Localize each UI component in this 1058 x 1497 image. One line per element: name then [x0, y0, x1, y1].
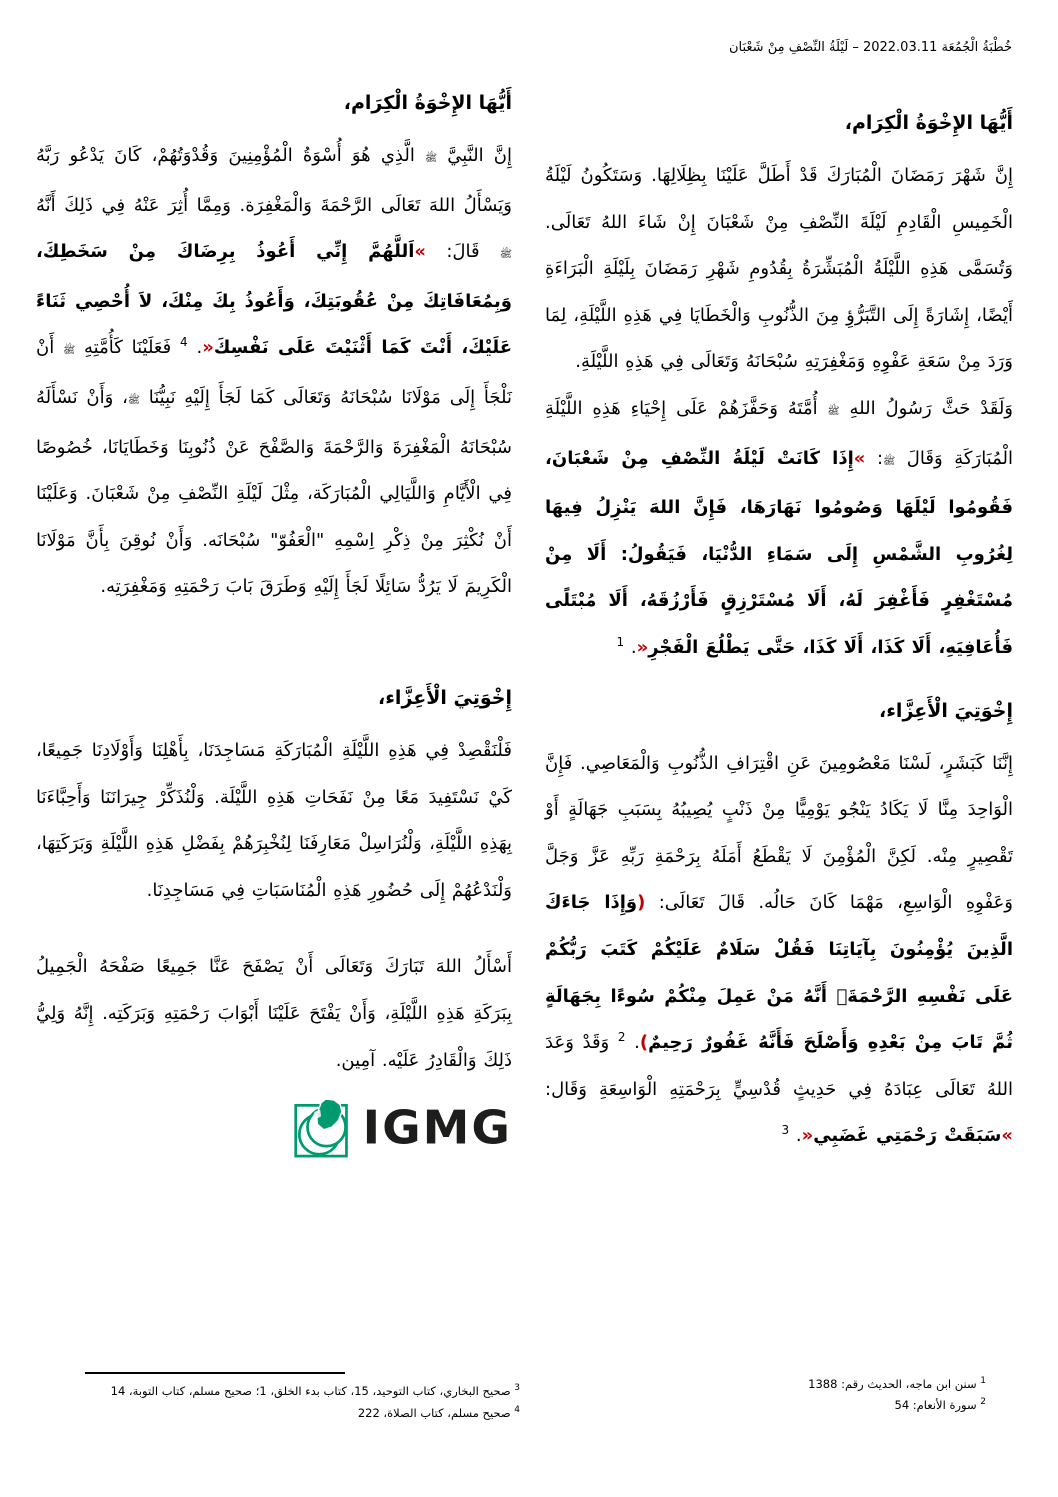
- quote-mark: »: [1001, 1125, 1013, 1147]
- text-segment: إِذَا كَانَتْ لَيْلَةُ النِّصْفِ مِنْ شَعْبَانَ، فَقُومُوا لَيْلَهَا وَصُومُوا نَهَارَهَا، فَإِنَّ اللهَ يَنْزِلُ فِيهَا لِغُرُوبِ الشَّمْسِ إِلَى سَمَاءِ الدُّنْيَا، فَيَقُولُ: أَلَا مِنْ مُسْتَغْفِرٍ فَأَغْفِرَ لَهُ، أَلَا مُسْتَرْزِقٍ فَأَرْزُقَهُ، أَلَا مُبْتَلًى فَأُعَافِيَهِ، أَلَا كَذَا، أَلَا كَذَا، حَتَّى يَطْلُعَ الْفَجْرِ: [545, 447, 1013, 658]
- text-segment: إِنَّ شَهْرَ رَمَضَانَ الْمُبَارَكَ قَدْ أَطَلَّ عَلَيْنَا بِظِلَالِهَا. وَسَتَكُونُ لَيْلَةُ الْخَمِيسِ الْقَادِمِ لَيْلَةَ النِّصْفِ مِنْ شَعْبَانَ إِنْ شَاءَ اللهُ تَعَالَى. وَتُسَمَّى هَذِهِ اللَّيْلَةُ الْمُبَشِّرَةُ بِقُدُومِ شَهْرِ رَمَضَانَ بِلَيْلَةِ الْبَرَاءَةِ أَيْضًا، إِشَارَةً إِلَى التَّبَرُّؤِ مِنَ الذُّنُوبِ وَالْخَطَايَا فِي هَذِهِ اللَّيْلَةِ، لِمَا وَرَدَ مِنْ سَعَةِ عَفْوِهِ وَمَغْفِرَتِهِ سُبْحَانَهُ وَتَعَالَى فِي هَذِهِ اللَّيْلَةِ.: [545, 165, 1013, 373]
- quote-mark: »: [414, 241, 427, 263]
- text-segment: وَإِذَا جَاءَكَ الَّذِينَ يُؤْمِنُونَ بِآيَاتِنَا فَقُلْ سَلَامٌ عَلَيْكُمْ كَتَبَ رَبُّكُمْ عَلَى نَفْسِهِ الرَّحْمَةَۚ أَنَّهُ مَنْ عَمِلَ مِنْكُمْ سُوءًا بِجَهَالَةٍ ثُمَّ تَابَ مِنْ بَعْدِهِ وَأَصْلَحَ فَأَنَّهُ غَفُورٌ رَحِيمٌ: [545, 892, 1013, 1054]
- footnote-text: صحيح مسلم، كتاب الصلاة، 222: [357, 1406, 515, 1420]
- footnote-reference: 3: [781, 1123, 790, 1138]
- paragraph: [36, 728, 512, 914]
- footnote-text: صحيح البخاري، كتاب التوحيد، 15، كتاب بدء الخلق، 1؛ صحيح مسلم، كتاب التوبة، 14: [110, 1384, 515, 1398]
- text-segment: سَبَقَتْ رَحْمَتِي غَضَبِي: [813, 1125, 1002, 1147]
- quote-mark: (: [637, 892, 646, 914]
- paragraph-with-dua-quote: [36, 133, 512, 611]
- text-segment: :: [865, 447, 884, 469]
- text-segment: ﷺ: [425, 153, 438, 164]
- crescent-europe-icon: [293, 1097, 351, 1159]
- quote-mark: «: [801, 1125, 814, 1147]
- text-segment: ﷺ: [827, 405, 840, 417]
- text-segment: أَسْأَلُ اللهَ تَبَارَكَ وَتَعَالَى أَنْ يَصْفَحَ عَنَّا جَمِيعًا صَفْحَهُ الْجَمِيلُ بِبَرَكَةِ هَذِهِ اللَّيْلَةِ، وَأَنْ يَفْتَحَ عَلَيْنَا أَبْوَابَ رَحْمَتِهِ وَبَرَكَتِه. إِنَّهُ وَلِيُّ ذَلِكَ وَالْقَادِرُ عَلَيْه. آمِين.: [36, 956, 512, 1071]
- footnote: [545, 1374, 986, 1395]
- text-segment: اَللَّهُمَّ إِنِّي أَعُوذُ بِرِضَاكَ مِنْ سَخَطِكَ، وَبِمُعَافَاتِكَ مِنْ عُقُوبَتِكَ، وَأَعُوذُ بِكَ مِنْكَ، لاَ أُحْصِي ثَنَاءً عَلَيْكَ، أَنْتَ كَمَا أَثْنَيْتَ عَلَى نَفْسِكَ: [36, 241, 512, 359]
- quote-mark: »: [853, 447, 866, 469]
- paragraph: [545, 153, 1013, 386]
- footnote: [545, 1395, 986, 1416]
- footnote-reference: 1: [616, 634, 625, 649]
- text-segment: .: [187, 337, 203, 359]
- paragraph-with-quran-quote: [545, 741, 1013, 1160]
- text-segment: ، وَأَنْ نَسْأَلَهُ سُبْحَانَهُ الْمَغْفِرَةَ وَالرَّحْمَةَ وَالصَّفْحَ عَنْ ذُنُوبِنَا وَخَطَايَانَا، خُصُوصًا فِي الْأَيَّامِ وَاللَّيَالِي الْمُبَارَكَة، مِثْلَ لَيْلَةِ النِّصْفِ مِنْ شَعْبَانَ. وَعَلَيْنَا أَنْ نُكْثِرَ مِنْ ذِكْرِ اِسْمِهِ "الْعَفُوّ" سُبْحَانَه. وَأَنْ نُوقِنَ بِأَنَّ مَوْلَانَا الْكَرِيمَ لَا يَرُدُّ سَائِلًا لَجَأَ إِلَيْهِ وَطَرَقَ بَابَ رَحْمَتِهِ وَمَغْفِرَتِه.: [36, 386, 512, 598]
- footnote-number: 3: [514, 1383, 520, 1394]
- text-segment: ﷺ: [127, 394, 140, 406]
- footnotes-page-1: [545, 1374, 986, 1416]
- text-segment: .: [624, 636, 637, 658]
- closing-prayer-paragraph: [36, 944, 512, 1084]
- footnote-number: 4: [514, 1405, 520, 1416]
- document-header-title: خُطْبَةُ الْجُمُعَة 2022.03.11 – لَيْلَةُ النِّصْفِ مِنْ شَعْبَان: [728, 40, 1012, 55]
- text-segment: إِنَّنَا كَبَشَرٍ، لَسْنَا مَعْصُومِينَ عَنِ اقْتِرَافِ الذُّنُوبِ وَالْمَعَاصِي. فَإِنَّ الْوَاحِدَ مِنَّا لَا يَكَادُ يَنْجُو يَوْمِيًّا مِنْ ذَنْبٍ يُصِيبُهُ بِسَبَبِ جَهَالَةٍ أَوْ تَقْصِيرٍ مِنْه. لَكِنَّ الْمُؤْمِنَ لَا يَقْطَعُ أَمَلَهُ بِرَحْمَةِ رَبِّهِ عَزَّ وَجَلَّ وَعَفْوِهِ الْوَاسِعِ، مَهْمَا كَانَ حَالُه. قَالَ تَعَالَى:: [545, 752, 1013, 914]
- text-segment: وَلَقَدْ حَثَّ رَسُولُ اللهِ: [839, 397, 1014, 419]
- igmg-logo: [36, 1098, 512, 1158]
- page-1-column: [545, 100, 1013, 1160]
- text-segment: ﷺ: [499, 249, 512, 261]
- text-segment: الَّذِي هُوَ أُسْوَةُ الْمُؤْمِنِينَ وَقُدْوَتُهُمْ، كَانَ يَدْعُو رَبَّهُ وَيَسْأَلُ اللهَ تَعَالَى الرَّحْمَةَ وَالْمَغْفِرَة. وَمِمَّا أُثِرَ عَنْهُ فِي ذَلِكَ أَنَّهُ: [36, 145, 512, 216]
- footnote-text: سنن ابن ماجه، الحديث رقم: 1388: [808, 1377, 981, 1391]
- text-segment: .: [625, 1032, 640, 1054]
- greeting-heading: إِخْوَتِيَ الْأَعِزَّاء،: [378, 686, 512, 709]
- text-segment: أَنْ نَلْجَأَ إِلَى مَوْلَانَا سُبْحَانَهُ وَتَعَالَى كَمَا لَجَأَ إِلَيْهِ نَبِيُّنَا: [36, 337, 512, 408]
- greeting-heading: إِخْوَتِيَ الْأَعِزَّاء،: [879, 699, 1013, 722]
- footnote: [36, 1380, 520, 1402]
- text-segment: قَالَ:: [426, 241, 500, 263]
- footnote-number: 2: [980, 1397, 986, 1408]
- quote-mark: ): [639, 1032, 649, 1054]
- greeting-heading: أَيُّهَا الإِخْوَةُ الْكِرَام،: [343, 92, 512, 114]
- igmg-logo-wordmark: IGMG: [362, 1101, 512, 1156]
- footnote: [36, 1402, 520, 1424]
- text-segment: ﷺ: [883, 455, 896, 467]
- text-segment: ﷺ: [63, 345, 76, 357]
- footnote-text: سورة الأنعام: 54: [894, 1398, 981, 1412]
- text-segment: وَقَدْ وَعَدَ اللهُ تَعَالَى عِبَادَهُ فِي حَدِيثٍ قُدْسِيٍّ بِرَحْمَتِهِ الْوَاسِعَةِ وَقَال:: [545, 1032, 1013, 1100]
- page-2-column: [36, 80, 512, 1158]
- footnotes-page-2: [36, 1380, 520, 1424]
- footnote-reference: 4: [180, 335, 188, 350]
- quote-mark: «: [202, 337, 214, 359]
- text-segment: .: [789, 1125, 802, 1147]
- greeting-heading: أَيُّهَا الإِخْوَةُ الْكِرَام،: [844, 112, 1013, 134]
- footnote-reference: 2: [617, 1030, 626, 1045]
- text-segment: إِنَّ النَّبِيَّ: [437, 145, 513, 166]
- footnote-number: 1: [980, 1376, 986, 1387]
- quote-mark: «: [636, 636, 649, 658]
- text-segment: فَلْنَقْصِدْ فِي هَذِهِ اللَّيْلَةِ الْمُبَارَكَةِ مَسَاجِدَنَا، بِأَهْلِنَا وَأَوْلَادِنَا جَمِيعًا، كَيْ نَسْتَفِيدَ مَعًا مِنْ نَفَحَاتِ هَذِهِ اللَّيْلَة. وَلْنُذَكِّرْ جِيرَانَنَا وَأَحِبَّاءَنَا بِهَذِهِ اللَّيْلَةِ، وَلْنُرَاسِلْ مَعَارِفَنَا لِنُخْبِرَهُمْ بِفَضْلِ هَذِهِ اللَّيْلَةِ وَبَرَكَتِهَا، وَلْنَدْعُهُمْ إِلَى حُضُورِ هَذِهِ الْمُنَاسَبَاتِ فِي مَسَاجِدِنَا.: [36, 739, 512, 901]
- paragraph-with-hadith-quote: [545, 386, 1013, 672]
- footnote-separator-line: [85, 1372, 345, 1374]
- text-segment: فَعَلَيْنَا كَأُمَّتِهِ: [75, 337, 181, 359]
- text-segment: أُمَّتَهُ وَحَفَّزَهُمْ عَلَى إِحْيَاءِ هَذِهِ اللَّيْلَةِ الْمُبَارَكَةِ وَقَالَ: [545, 397, 1013, 469]
